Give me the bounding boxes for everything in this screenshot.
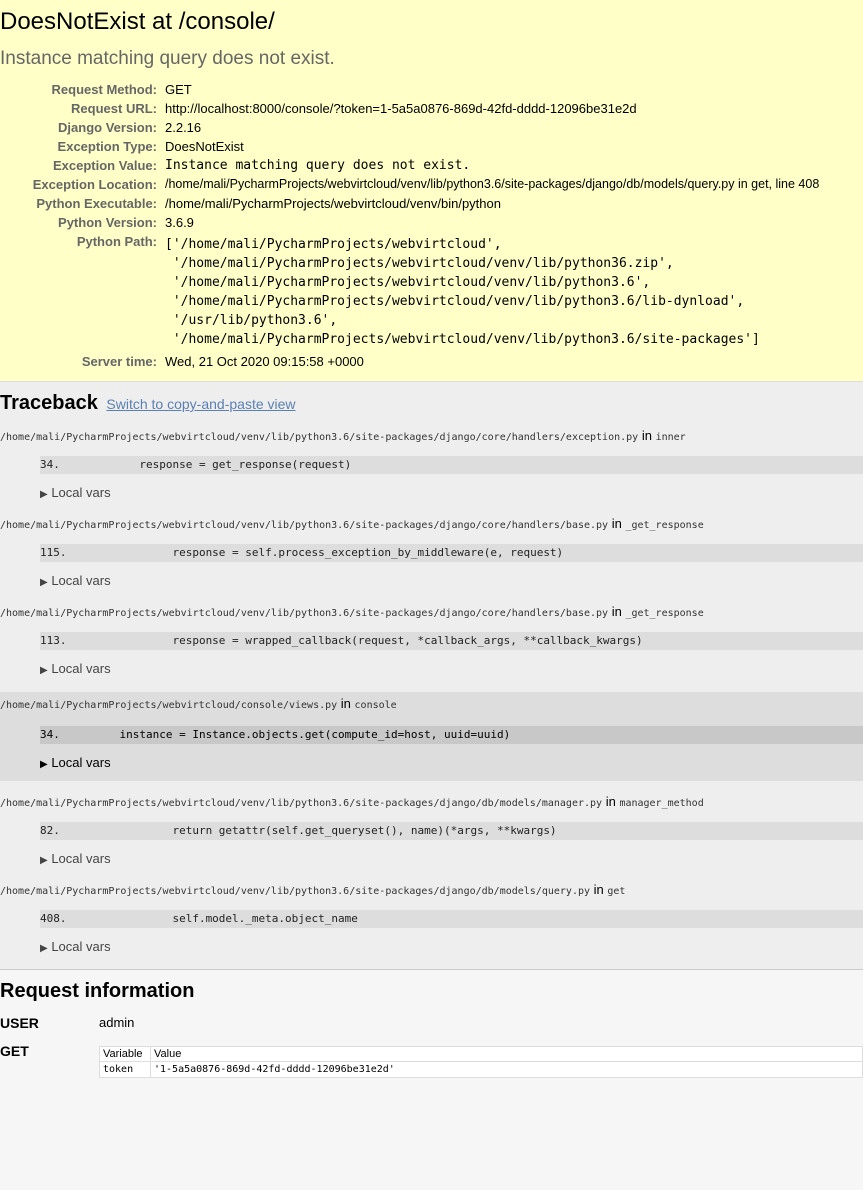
user-value: admin xyxy=(99,1015,135,1030)
meta-label: Request URL: xyxy=(71,101,157,116)
meta-value: 3.6.9 xyxy=(165,215,194,230)
frame-function: _get_response xyxy=(625,608,704,619)
meta-value: 2.2.16 xyxy=(165,120,202,135)
frame-header xyxy=(0,604,863,622)
meta-value: Instance matching query does not exist. xyxy=(165,158,471,173)
meta-label: Django Version: xyxy=(58,120,157,135)
user-label: USER xyxy=(0,1015,39,1031)
meta-label: Exception Type: xyxy=(57,139,157,154)
frame-header xyxy=(0,696,863,716)
value-header: Value xyxy=(151,1047,863,1062)
meta-value: Wed, 21 Oct 2020 09:15:58 +0000 xyxy=(165,354,364,369)
local-vars-label: Local vars xyxy=(51,485,111,500)
meta-value: ['/home/mali/PycharmProjects/webvirtcloud', '/home/mali/PycharmProjects/webvirtcloud/venv/lib/python36.zip', '/home/mali/PycharmProjects/webvirtcloud/venv/lib/python3.6', '/home/mali/PycharmProjects/webvirtcloud/venv/lib/python3.6/lib-dynload', '/usr/lib/python3.6', '/home/mali/PycharmProjects/webvirtcloud/venv/lib/python3.6/site-packages'] xyxy=(165,237,760,347)
traceback-title: Traceback xyxy=(0,392,98,414)
table-row xyxy=(100,1062,863,1078)
variable-header: Variable xyxy=(100,1047,151,1062)
meta-label: Python Version: xyxy=(58,215,157,230)
meta-row xyxy=(0,175,819,194)
switch-view-link[interactable]: Switch to copy-and-paste view xyxy=(106,396,296,412)
local-vars-toggle[interactable] xyxy=(40,573,863,591)
traceback-frame xyxy=(0,604,863,679)
frame-file: /home/mali/PycharmProjects/webvirtcloud/venv/lib/python3.6/site-packages/django/core/handlers/exception.py xyxy=(0,432,639,443)
get-row xyxy=(0,1042,863,1078)
traceback-heading xyxy=(0,392,863,415)
meta-row xyxy=(0,137,819,156)
frame-header xyxy=(0,516,863,534)
value-cell: '1-5a5a0876-869d-42fd-dddd-12096be31e2d' xyxy=(154,1064,395,1075)
context-line[interactable]: 82. return getattr(self.get_queryset(), name)(*args, **kwargs) xyxy=(40,822,863,840)
frame-header xyxy=(0,882,863,900)
local-vars-toggle[interactable] xyxy=(40,851,863,869)
meta-row xyxy=(0,232,819,349)
frame-function: manager_method xyxy=(619,798,704,809)
meta-row xyxy=(0,99,819,118)
frame-in: in xyxy=(593,882,604,897)
triangle-right-icon: ▶ xyxy=(40,489,48,500)
meta-value: /home/mali/PycharmProjects/webvirtcloud/venv/lib/python3.6/site-packages/django/db/models/query.py in get, line 408 xyxy=(165,177,820,191)
frame-in: in xyxy=(611,604,622,619)
context-line[interactable]: 115. response = self.process_exception_by_middleware(e, request) xyxy=(40,544,863,562)
frame-file: /home/mali/PycharmProjects/webvirtcloud/venv/lib/python3.6/site-packages/django/db/models/query.py xyxy=(0,886,591,897)
context-line[interactable]: 408. self.model._meta.object_name xyxy=(40,910,863,928)
traceback-frame xyxy=(0,882,863,957)
frame-file: /home/mali/PycharmProjects/webvirtcloud/console/views.py xyxy=(0,700,338,711)
traceback-frame xyxy=(0,794,863,869)
meta-row xyxy=(0,213,819,232)
meta-row xyxy=(0,156,819,175)
meta-label: Python Executable: xyxy=(36,196,157,211)
context-line[interactable]: 113. response = wrapped_callback(request, *callback_args, **callback_kwargs) xyxy=(40,632,863,650)
get-table-header xyxy=(100,1047,863,1062)
local-vars-toggle[interactable] xyxy=(40,755,863,781)
meta-row xyxy=(0,80,819,99)
local-vars-toggle[interactable] xyxy=(40,661,863,679)
meta-row xyxy=(0,194,819,213)
meta-table xyxy=(0,80,819,371)
local-vars-toggle[interactable] xyxy=(40,939,863,957)
frame-function: console xyxy=(354,700,397,711)
frame-function: _get_response xyxy=(625,520,704,531)
exception-message: Instance matching query does not exist. xyxy=(0,48,335,69)
variable-cell: token xyxy=(100,1062,151,1078)
traceback-frame xyxy=(0,428,863,503)
get-table xyxy=(99,1046,863,1078)
meta-value: /home/mali/PycharmProjects/webvirtcloud/venv/bin/python xyxy=(165,196,501,211)
frame-file: /home/mali/PycharmProjects/webvirtcloud/venv/lib/python3.6/site-packages/django/core/handlers/base.py xyxy=(0,608,609,619)
local-vars-label: Local vars xyxy=(51,755,111,770)
traceback-section xyxy=(0,382,863,970)
local-vars-label: Local vars xyxy=(51,939,111,954)
meta-value: DoesNotExist xyxy=(165,139,244,154)
request-info-section xyxy=(0,970,863,1190)
frame-in: in xyxy=(611,516,622,531)
meta-row xyxy=(0,118,819,137)
get-label: GET xyxy=(0,1043,29,1059)
local-vars-label: Local vars xyxy=(51,851,111,866)
meta-label: Exception Value: xyxy=(52,158,157,173)
local-vars-toggle[interactable] xyxy=(40,485,863,503)
user-row xyxy=(0,1014,863,1032)
request-info-heading: Request information xyxy=(0,980,195,1002)
triangle-right-icon: ▶ xyxy=(40,759,48,770)
meta-value: http://localhost:8000/console/?token=1-5a5a0876-869d-42fd-dddd-12096be31e2d xyxy=(165,101,637,116)
triangle-right-icon: ▶ xyxy=(40,855,48,866)
frame-in: in xyxy=(340,696,351,711)
meta-value: GET xyxy=(165,82,192,97)
frame-in: in xyxy=(641,428,652,443)
meta-row xyxy=(0,349,819,371)
meta-label: Exception Location: xyxy=(32,177,157,192)
triangle-right-icon: ▶ xyxy=(40,577,48,588)
summary-section xyxy=(0,0,863,382)
triangle-right-icon: ▶ xyxy=(40,943,48,954)
frame-file: /home/mali/PycharmProjects/webvirtcloud/venv/lib/python3.6/site-packages/django/core/handlers/base.py xyxy=(0,520,609,531)
frame-in: in xyxy=(605,794,616,809)
frame-function: inner xyxy=(655,432,686,443)
context-line[interactable]: 34. response = get_response(request) xyxy=(40,456,863,474)
frame-header xyxy=(0,794,863,812)
frame-file: /home/mali/PycharmProjects/webvirtcloud/venv/lib/python3.6/site-packages/django/db/models/manager.py xyxy=(0,798,603,809)
triangle-right-icon: ▶ xyxy=(40,665,48,676)
traceback-frame-user xyxy=(0,692,863,781)
context-line[interactable]: 34. instance = Instance.objects.get(compute_id=host, uuid=uuid) xyxy=(40,726,863,744)
meta-label: Server time: xyxy=(81,354,157,369)
local-vars-label: Local vars xyxy=(51,573,111,588)
local-vars-label: Local vars xyxy=(51,661,111,676)
meta-label: Request Method: xyxy=(51,82,157,97)
frame-function: get xyxy=(607,886,626,897)
traceback-frame xyxy=(0,516,863,591)
page-title: DoesNotExist at /console/ xyxy=(0,8,275,35)
frame-header xyxy=(0,428,863,446)
meta-label: Python Path: xyxy=(76,234,157,249)
